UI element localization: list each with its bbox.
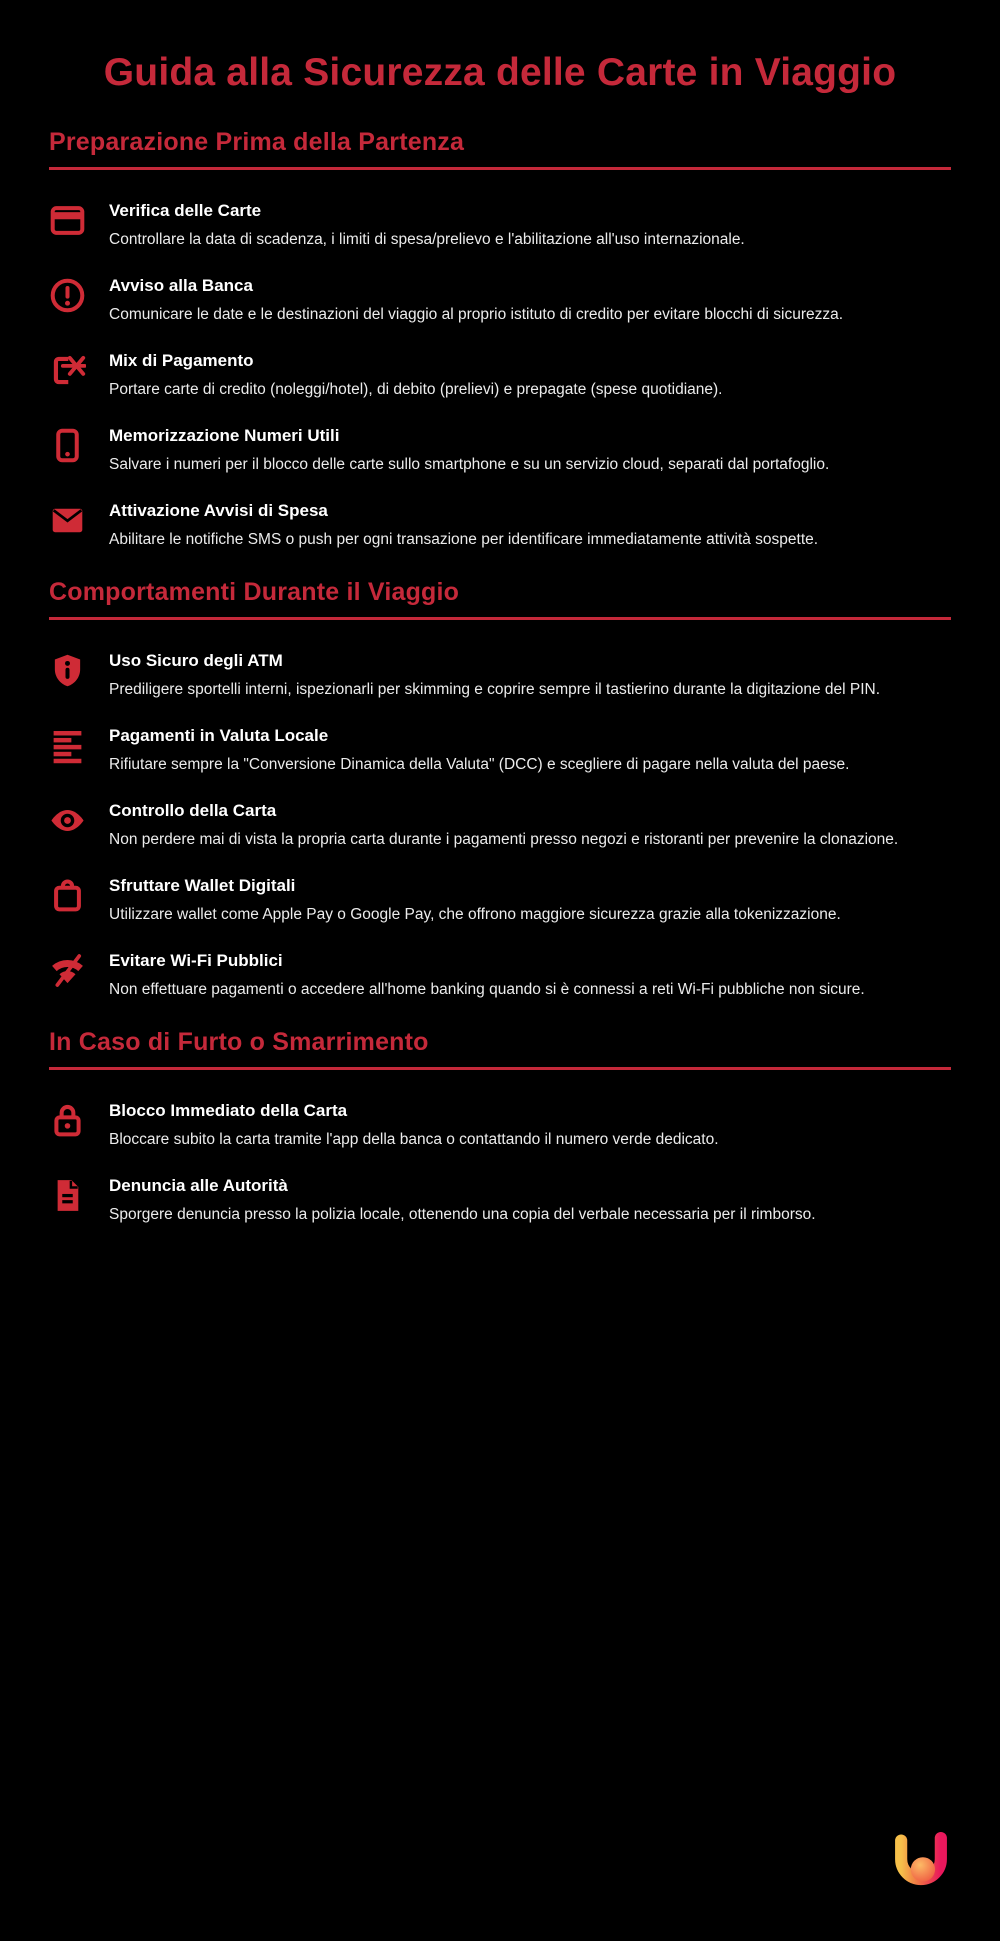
shopping-bag-icon [49, 877, 86, 914]
list-item [49, 650, 951, 703]
card-asterisk-icon [49, 352, 86, 389]
item-title: Verifica delle Carte [109, 200, 262, 220]
item-title: Memorizzazione Numeri Utili [109, 425, 340, 445]
file-text-icon [49, 1177, 86, 1214]
credit-card-icon [49, 202, 86, 239]
item-description: Rifiutare sempre la "Conversione Dinamica della Valuta" (DCC) e scegliere di pagare nella valuta del paese. [109, 755, 850, 773]
item-title: Avviso alla Banca [109, 275, 253, 295]
list-item [49, 425, 951, 478]
list-item [49, 1175, 951, 1228]
align-left-icon [49, 727, 86, 764]
item-title: Sfruttare Wallet Digitali [109, 875, 296, 895]
eye-icon [49, 802, 86, 839]
item-title: Controllo della Carta [109, 800, 277, 820]
item-title: Pagamenti in Valuta Locale [109, 725, 329, 745]
item-title: Mix di Pagamento [109, 350, 254, 370]
wifi-off-icon [49, 952, 86, 989]
section-items [49, 1100, 951, 1228]
item-description: Non effettuare pagamenti o accedere all'home banking quando si è connessi a reti Wi-Fi pubbliche non sicure. [109, 980, 865, 998]
item-description: Prediligere sportelli interni, ispezionarli per skimming e coprire sempre il tastierino durante la digitazione del PIN. [109, 680, 881, 698]
item-title: Denuncia alle Autorità [109, 1175, 288, 1195]
list-item [49, 275, 951, 328]
item-description: Salvare i numeri per il blocco delle carte sullo smartphone e su un servizio cloud, separati dal portafoglio. [109, 455, 830, 473]
item-description: Abilitare le notifiche SMS o push per ogni transazione per identificare immediatamente attività sospette. [109, 530, 819, 548]
item-description: Portare carte di credito (noleggi/hotel), di debito (prelievi) e prepagate (spese quotidiane). [109, 380, 723, 398]
item-description: Utilizzare wallet come Apple Pay o Google Pay, che offrono maggiore sicurezza grazie alla tokenizzazione. [109, 905, 841, 923]
section-divider [49, 1067, 951, 1070]
shield-info-icon [49, 652, 86, 689]
page-title: Guida alla Sicurezza delle Carte in Viaggio [103, 51, 897, 94]
item-title: Evitare Wi-Fi Pubblici [109, 950, 283, 970]
smartphone-icon [49, 427, 86, 464]
item-title: Attivazione Avvisi di Spesa [109, 500, 328, 520]
item-description: Sporgere denuncia presso la polizia locale, ottenendo una copia del verbale necessaria per il rimborso. [109, 1205, 816, 1223]
list-item [49, 950, 951, 1003]
list-item [49, 875, 951, 928]
section-divider [49, 617, 951, 620]
brand-logo [889, 1829, 953, 1897]
list-item [49, 1100, 951, 1153]
section [49, 1027, 951, 1228]
list-item [49, 725, 951, 778]
mail-icon [49, 502, 86, 539]
item-title: Blocco Immediato della Carta [109, 1100, 348, 1120]
alert-circle-icon [49, 277, 86, 314]
section-items [49, 200, 951, 553]
item-description: Bloccare subito la carta tramite l'app della banca o contattando il numero verde dedicato. [109, 1130, 719, 1148]
item-description: Controllare la data di scadenza, i limiti di spesa/prelievo e l'abilitazione all'uso internazionale. [109, 230, 745, 248]
section-items [49, 650, 951, 1003]
sections-container [49, 127, 951, 1228]
section-divider [49, 167, 951, 170]
list-item [49, 200, 951, 253]
section-title: Comportamenti Durante il Viaggio [49, 577, 460, 606]
section-title: In Caso di Furto o Smarrimento [49, 1027, 429, 1056]
item-description: Comunicare le date e le destinazioni del viaggio al proprio istituto di credito per evitare blocchi di sicurezza. [109, 305, 844, 323]
lock-icon [49, 1102, 86, 1139]
item-description: Non perdere mai di vista la propria carta durante i pagamenti presso negozi e ristoranti per prevenire la clonazione. [109, 830, 899, 848]
section [49, 127, 951, 553]
section [49, 577, 951, 1003]
section-title: Preparazione Prima della Partenza [49, 127, 465, 156]
list-item [49, 500, 951, 553]
list-item [49, 350, 951, 403]
list-item [49, 800, 951, 853]
item-title: Uso Sicuro degli ATM [109, 650, 283, 670]
